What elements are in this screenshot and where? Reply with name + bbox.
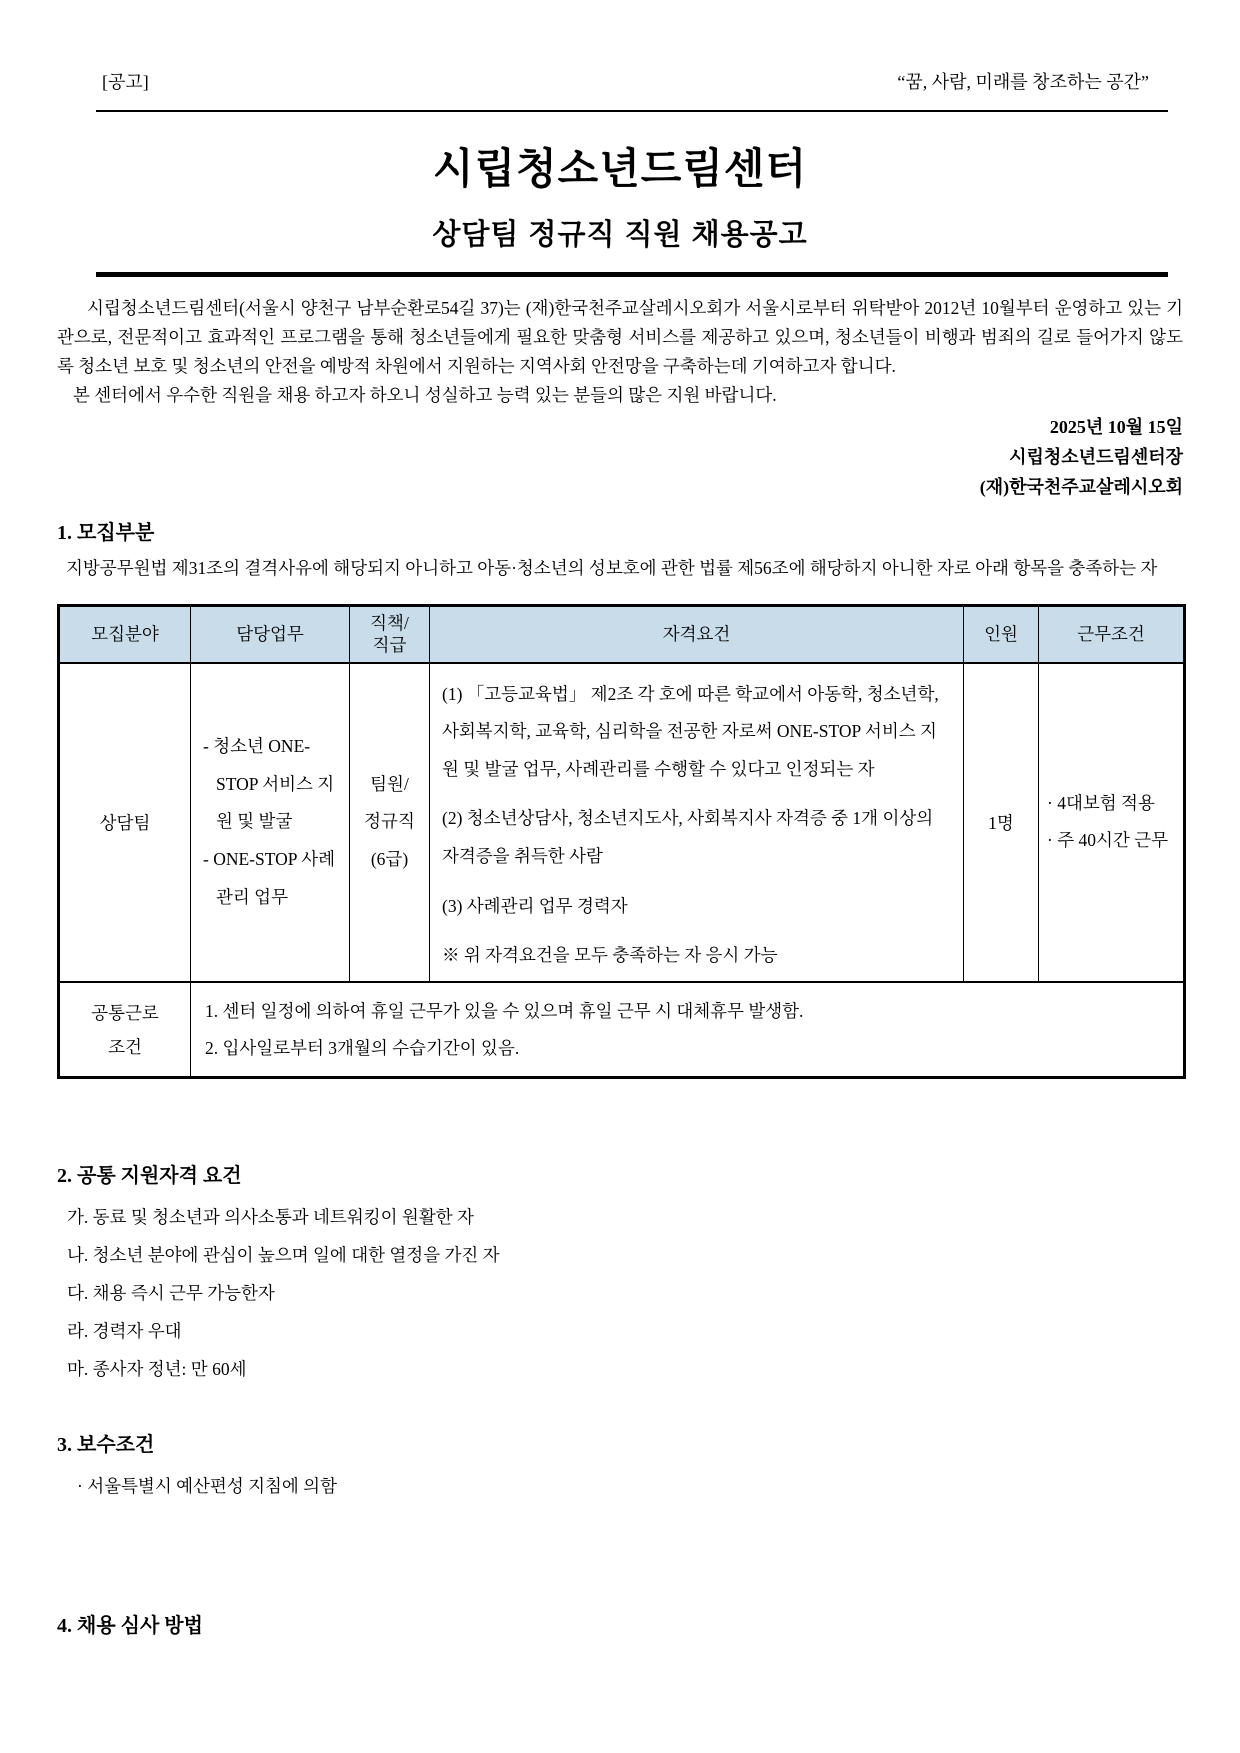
requirement-item: 나. 청소년 분야에 관심이 높으며 일에 대한 열정을 가진 자: [67, 1245, 500, 1266]
doc-header: [57, 68, 1183, 112]
page-title: 시립청소년드림센터: [432, 145, 808, 192]
section4-heading: 4. 채용 심사 방법: [57, 1615, 203, 1638]
condition-item: · 주 40시간 근무: [1047, 830, 1168, 851]
qualification-item: ※ 위 자격요건을 모두 충족하는 자 응시 가능: [442, 945, 778, 966]
compensation-item: · 서울특별시 예산편성 지침에 의함: [77, 1476, 337, 1497]
table-row-counseling-team: [59, 663, 1185, 982]
section-recruitment: [57, 516, 1183, 1079]
requirement-item: 가. 동료 및 청소년과 의사소통과 네트워킹이 원활한 자: [67, 1207, 474, 1228]
col-header-position: 직책/ 직급: [350, 606, 430, 663]
qualification-item: (1) 「고등교육법」 제2조 각 호에 따른 학교에서 아동학, 청소년학, 사회복지학, 교육학, 심리학을 전공한 자로써 ONE-STOP 서비스 지원 및 발굴 업무, 사례관리를 수행할 수 있다고 인정되는 자: [442, 683, 939, 779]
col-header-conditions: 근무조건: [1039, 606, 1185, 663]
section1-description: 지방공무원법 제31조의 결격사유에 해당되지 아니하고 아동·청소년의 성보호에 관한 법률 제56조에 해당하지 아니한 자로 아래 항목을 충족하는 자: [66, 558, 1158, 578]
page-subtitle: 상담팀 정규직 직원 채용공고: [432, 219, 808, 251]
cell-common-label: 공통근로 조건: [59, 982, 191, 1078]
requirement-item: 라. 경력자 우대: [67, 1321, 182, 1342]
duty-item: - 청소년 ONE-STOP 서비스 지원 및 발굴: [203, 736, 335, 832]
requirement-item: 다. 채용 즉시 근무 가능한자: [67, 1283, 275, 1304]
cell-duties: [191, 663, 350, 982]
requirement-item: 마. 종사자 정년: 만 60세: [67, 1359, 247, 1380]
announcement-date: 2025년 10월 15일: [1049, 417, 1183, 437]
qualification-item: (2) 청소년상담사, 청소년지도사, 사회복지사 자격증 중 1개 이상의 자격증을 취득한 사람: [442, 808, 934, 866]
header-rule: [96, 110, 1168, 112]
col-header-headcount: 인원: [964, 606, 1039, 663]
col-header-duties: 담당업무: [191, 606, 350, 663]
col-header-qualifications: 자격요건: [430, 606, 964, 663]
cell-position: 팀원/ 정규직 (6급): [350, 663, 430, 982]
cell-headcount: 1명: [964, 663, 1039, 982]
motto-text: “꿈, 사람, 미래를 창조하는 공간”: [897, 72, 1149, 92]
common-condition-item: 1. 센터 일정에 의하여 휴일 근무가 있을 수 있으며 휴일 근무 시 대체휴무 발생함.: [205, 1000, 804, 1021]
signature-block: [57, 412, 1183, 502]
condition-item: · 4대보험 적용: [1047, 793, 1155, 814]
notice-label: [공고]: [102, 72, 149, 92]
section1-heading: 1. 모집부분: [57, 522, 155, 544]
recruitment-table-header: [59, 606, 1185, 663]
duty-item: - ONE-STOP 사례관리 업무: [203, 849, 336, 907]
signer-director: 시립청소년드림센터장: [1009, 447, 1183, 467]
table-row-common-conditions: [59, 982, 1185, 1078]
section-common-requirements: [57, 1159, 1183, 1388]
section2-heading: 2. 공통 지원자격 요건: [57, 1165, 242, 1188]
signer-foundation: (재)한국천주교살레시오회: [979, 477, 1183, 497]
qualification-item: (3) 사례관리 업무 경력자: [442, 895, 628, 916]
cell-qualifications: [430, 663, 964, 982]
col-header-field: 모집분야: [59, 606, 191, 663]
cell-field: 상담팀: [59, 663, 191, 982]
section3-heading: 3. 보수조건: [57, 1434, 155, 1457]
intro-paragraph-2: 본 센터에서 우수한 직원을 채용 하고자 하오니 성실하고 능력 있는 분들의 많은 지원 바랍니다.: [73, 385, 777, 405]
intro-paragraph-1: 시립청소년드림센터(서울시 양천구 남부순환로54길 37)는 (재)한국천주교살레시오회가 서울시로부터 위탁받아 2012년 10월부터 운영하고 있는 기관으로, 전문적이고 효과적인 프로그램을 통해 청소년들에게 필요한 맞춤형 서비스를 제공하고 있으며, 청소년들이 비행과 범죄의 길로 들어가지 않도록 청소년 보호 및 청소년의 안전을 예방적 차원에서 지원하는 지역사회 안전망을 구축하는데 기여하고자 합니다.: [57, 298, 1183, 376]
cell-conditions: [1039, 663, 1185, 982]
cell-common-items: [191, 982, 1185, 1078]
section-compensation: [57, 1428, 1183, 1505]
title-rule: [96, 272, 1168, 277]
recruitment-table: [57, 604, 1186, 1079]
section-screening-method: [57, 1609, 1183, 1638]
common-condition-item: 2. 입사일로부터 3개월의 수습기간이 있음.: [205, 1037, 520, 1058]
